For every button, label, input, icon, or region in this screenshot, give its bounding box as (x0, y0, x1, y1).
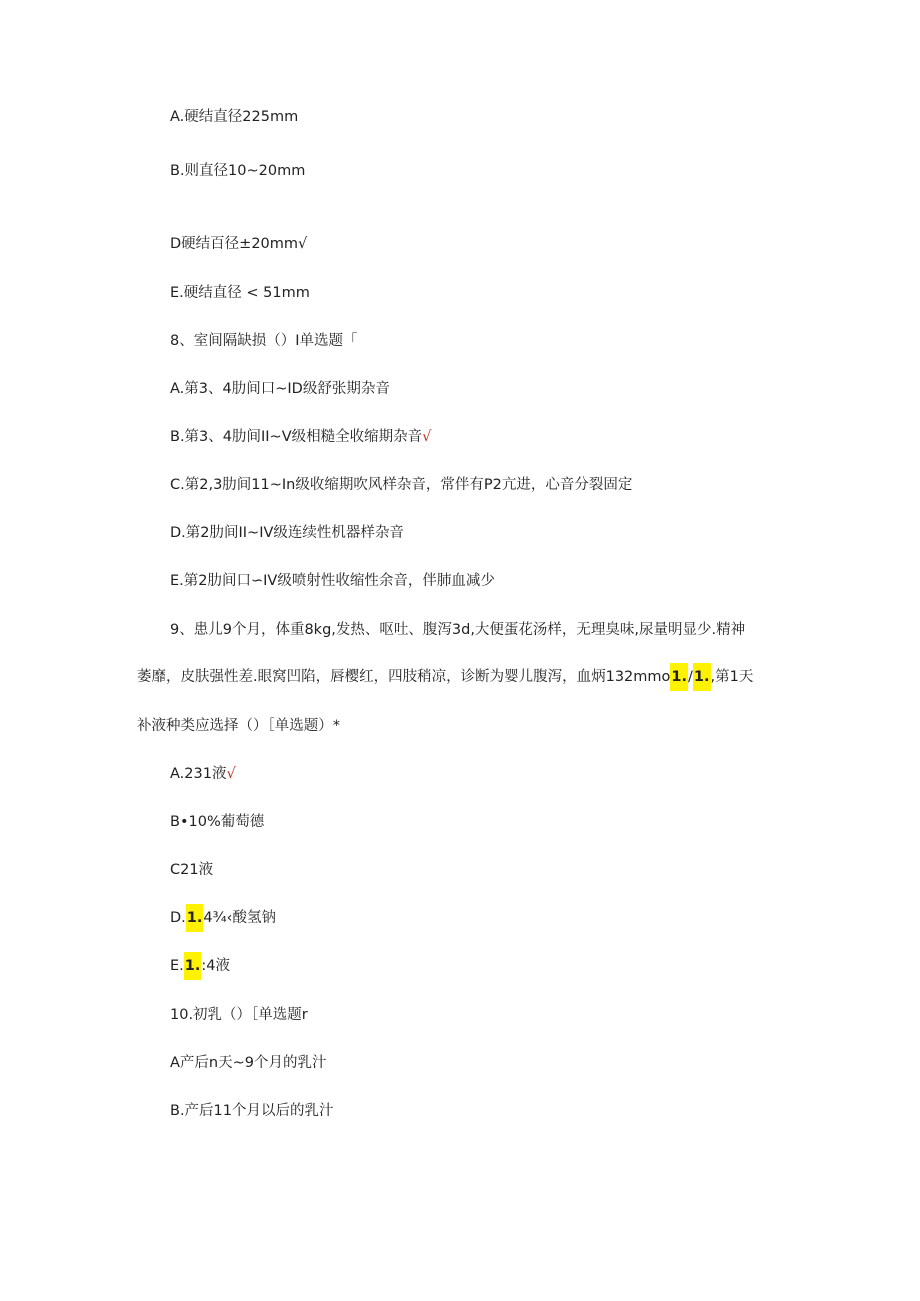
q7-option-b: B.则直径10~20mm (170, 163, 306, 179)
q10-question: 10.初乳（）［单选题r (170, 1007, 308, 1023)
q9-line-2-tail: ,第1天 (710, 669, 754, 685)
q7-option-a: A.硬结直径225mm (170, 109, 299, 125)
q8-option-b-text: B.第3、4肋间II~V级相糙全收缩期杂音 (170, 429, 423, 445)
q8-option-d: D.第2肋间II~IV级连续性机器样杂音 (170, 525, 404, 541)
q9-option-a (170, 764, 810, 784)
q9-option-b: B•10%葡萄德 (170, 814, 265, 830)
q8-question: 8、室间隔缺损（）I单选题「 (170, 333, 358, 349)
q9-question-line-3: 补液种类应选择（）［单选题）* (137, 718, 340, 734)
q9-option-a-text: A.231液 (170, 766, 227, 782)
q9-question-line-1: 9、患儿9个月，体重8kg,发热、呕吐、腹泻3d,大便蛋花汤样，无理臭味,尿量明显少.精神 (170, 622, 746, 638)
q7-option-e: E.硬结直径 < 51mm (170, 285, 310, 301)
q9-option-d-text: 4¾‹酸氢钠 (203, 910, 276, 926)
q10-option-b: B.产后11个月以后的乳汁 (170, 1103, 334, 1119)
q8-option-e: E.第2肋间口∽IV级喷射性收缩性余音，伴肺血减少 (170, 573, 495, 589)
q9-line-2-text: 萎靡，皮肤强性差.眼窝凹陷，唇樱红，四肢稍凉，诊断为婴儿腹泻，血炳132mmo (137, 669, 671, 685)
q7-option-d: D硬结百径±20mm√ (170, 236, 308, 252)
q9-option-e-text: :4液 (201, 958, 231, 974)
q8-option-a: A.第3、4肋间口~ID级舒张期杂音 (170, 381, 390, 397)
q9-option-e (170, 956, 810, 976)
q10-option-a: A产后n天~9个月的乳汁 (170, 1055, 327, 1071)
q9-option-d (170, 908, 810, 928)
q8-option-c: C.第2,3肋间11~In级收缩期吹风样杂音，常伴有P2亢进，心音分裂固定 (170, 477, 633, 493)
q9-option-d-prefix: D. (170, 910, 186, 926)
answer-check-mark: √ (226, 766, 236, 782)
q8-option-b (170, 427, 810, 447)
q9-line-2-slash: / (688, 669, 693, 685)
q9-option-e-prefix: E. (170, 958, 184, 974)
highlight-mark: 1. (670, 663, 688, 691)
highlight-mark: 1. (186, 904, 204, 932)
answer-check-mark: √ (422, 429, 432, 445)
q9-question-line-2 (137, 667, 777, 687)
q9-option-c: C21液 (170, 862, 214, 878)
highlight-mark: 1. (693, 663, 711, 691)
highlight-mark: 1. (184, 952, 202, 980)
